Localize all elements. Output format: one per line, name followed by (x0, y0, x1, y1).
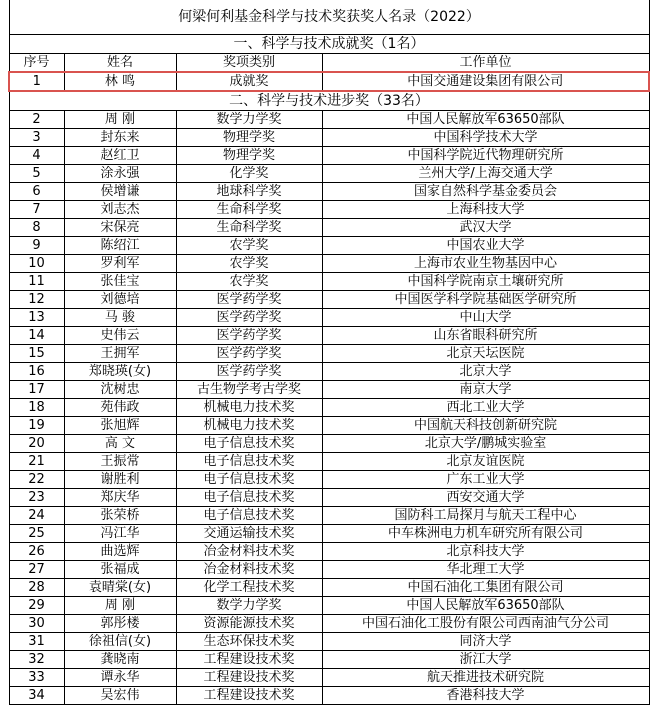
cell-name: 郑晓瑛(女) (64, 363, 176, 381)
section-heading: 二、科学与技术进步奖（33名） (9, 91, 649, 111)
award-sheet (8, 0, 648, 705)
cell-name: 侯增谦 (64, 183, 176, 201)
cell-name: 吴宏伟 (64, 687, 176, 705)
section-row (9, 91, 649, 111)
cell-index: 11 (9, 273, 64, 291)
table-row (9, 597, 649, 615)
table-row (9, 489, 649, 507)
cell-name: 封东来 (64, 129, 176, 147)
cell-category: 化学工程技术奖 (176, 579, 322, 597)
cell-name: 赵红卫 (64, 147, 176, 165)
cell-category: 生态环保技术奖 (176, 633, 322, 651)
cell-category: 冶金材料技术奖 (176, 561, 322, 579)
cell-index: 14 (9, 327, 64, 345)
table-row (9, 255, 649, 273)
highlighted-row (9, 72, 649, 91)
cell-category: 电子信息技术奖 (176, 435, 322, 453)
cell-name: 马 骏 (64, 309, 176, 327)
cell-index: 19 (9, 417, 64, 435)
cell-index: 3 (9, 129, 64, 147)
table-row (9, 453, 649, 471)
section-heading: 一、科学与技术成就奖（1名） (9, 35, 649, 54)
cell-affiliation: 北京大学/鹏城实验室 (322, 435, 649, 453)
table-row (9, 147, 649, 165)
cell-affiliation: 中国科学院近代物理研究所 (322, 147, 649, 165)
cell-affiliation: 国家自然科学基金委员会 (322, 183, 649, 201)
cell-name: 宋保亮 (64, 219, 176, 237)
cell-name: 谢胜利 (64, 471, 176, 489)
cell-affiliation: 西北工业大学 (322, 399, 649, 417)
cell-index: 2 (9, 111, 64, 129)
cell-affiliation: 北京友谊医院 (322, 453, 649, 471)
cell-category: 工程建设技术奖 (176, 669, 322, 687)
cell-name: 冯江华 (64, 525, 176, 543)
table-row (9, 579, 649, 597)
cell-affiliation: 西安交通大学 (322, 489, 649, 507)
cell-category: 机械电力技术奖 (176, 399, 322, 417)
header-category: 奖项类别 (176, 54, 322, 73)
cell-category: 电子信息技术奖 (176, 489, 322, 507)
cell-affiliation: 国防科工局探月与航天工程中心 (322, 507, 649, 525)
title-row (9, 0, 649, 35)
cell-category: 农学奖 (176, 237, 322, 255)
cell-index: 26 (9, 543, 64, 561)
cell-name: 刘德培 (64, 291, 176, 309)
table-row (9, 219, 649, 237)
cell-category: 医学药学奖 (176, 363, 322, 381)
table-row (9, 687, 649, 705)
table-row (9, 309, 649, 327)
cell-affiliation: 兰州大学/上海交通大学 (322, 165, 649, 183)
table-row (9, 435, 649, 453)
cell-affiliation: 香港科技大学 (322, 687, 649, 705)
section-row (9, 35, 649, 54)
cell-affiliation: 中国航天科技创新研究院 (322, 417, 649, 435)
cell-category: 生命科学奖 (176, 201, 322, 219)
cell-affiliation: 浙江大学 (322, 651, 649, 669)
cell-name: 张旭辉 (64, 417, 176, 435)
sheet-title: 何梁何利基金科学与技术奖获奖人名录（2022） (9, 0, 649, 35)
table-row (9, 633, 649, 651)
cell-index: 21 (9, 453, 64, 471)
cell-name: 林 鸣 (64, 72, 176, 91)
table-row (9, 201, 649, 219)
cell-category: 生命科学奖 (176, 219, 322, 237)
table-row (9, 291, 649, 309)
cell-category: 成就奖 (176, 72, 322, 91)
header-name: 姓名 (64, 54, 176, 73)
cell-affiliation: 中国石油化工股份有限公司西南油气分公司 (322, 615, 649, 633)
cell-name: 周 刚 (64, 597, 176, 615)
cell-name: 王振常 (64, 453, 176, 471)
cell-affiliation: 中国人民解放军63650部队 (322, 597, 649, 615)
cell-index: 15 (9, 345, 64, 363)
cell-affiliation: 中国农业大学 (322, 237, 649, 255)
cell-name: 张佳宝 (64, 273, 176, 291)
cell-category: 资源能源技术奖 (176, 615, 322, 633)
cell-index: 24 (9, 507, 64, 525)
cell-name: 张荣桥 (64, 507, 176, 525)
table-row (9, 363, 649, 381)
table-row (9, 525, 649, 543)
table-row (9, 471, 649, 489)
cell-affiliation: 中国科学院南京土壤研究所 (322, 273, 649, 291)
table-row (9, 651, 649, 669)
award-table (8, 0, 650, 705)
cell-index: 7 (9, 201, 64, 219)
cell-index: 34 (9, 687, 64, 705)
cell-category: 物理学奖 (176, 147, 322, 165)
cell-index: 1 (9, 72, 64, 91)
cell-affiliation: 上海科技大学 (322, 201, 649, 219)
cell-affiliation: 武汉大学 (322, 219, 649, 237)
cell-name: 谭永华 (64, 669, 176, 687)
cell-index: 33 (9, 669, 64, 687)
cell-category: 数学力学奖 (176, 597, 322, 615)
cell-affiliation: 上海市农业生物基因中心 (322, 255, 649, 273)
table-row (9, 669, 649, 687)
table-row (9, 273, 649, 291)
cell-affiliation: 北京科技大学 (322, 543, 649, 561)
cell-category: 化学奖 (176, 165, 322, 183)
table-row (9, 327, 649, 345)
cell-index: 10 (9, 255, 64, 273)
cell-category: 数学力学奖 (176, 111, 322, 129)
cell-category: 电子信息技术奖 (176, 453, 322, 471)
table-row (9, 615, 649, 633)
cell-index: 17 (9, 381, 64, 399)
cell-affiliation: 同济大学 (322, 633, 649, 651)
cell-affiliation: 北京大学 (322, 363, 649, 381)
cell-category: 工程建设技术奖 (176, 651, 322, 669)
cell-category: 电子信息技术奖 (176, 471, 322, 489)
cell-category: 机械电力技术奖 (176, 417, 322, 435)
cell-index: 20 (9, 435, 64, 453)
cell-name: 徐祖信(女) (64, 633, 176, 651)
cell-affiliation: 中国交通建设集团有限公司 (322, 72, 649, 91)
cell-name: 史伟云 (64, 327, 176, 345)
header-row (9, 54, 649, 73)
cell-affiliation: 华北理工大学 (322, 561, 649, 579)
cell-name: 郑庆华 (64, 489, 176, 507)
cell-name: 涂永强 (64, 165, 176, 183)
cell-name: 陈绍江 (64, 237, 176, 255)
cell-index: 30 (9, 615, 64, 633)
cell-affiliation: 中山大学 (322, 309, 649, 327)
cell-affiliation: 山东省眼科研究所 (322, 327, 649, 345)
cell-name: 苑伟政 (64, 399, 176, 417)
cell-affiliation: 广东工业大学 (322, 471, 649, 489)
cell-category: 物理学奖 (176, 129, 322, 147)
table-row (9, 417, 649, 435)
table-row (9, 237, 649, 255)
cell-affiliation: 北京天坛医院 (322, 345, 649, 363)
table-row (9, 381, 649, 399)
header-index: 序号 (9, 54, 64, 73)
table-row (9, 129, 649, 147)
cell-affiliation: 南京大学 (322, 381, 649, 399)
cell-index: 23 (9, 489, 64, 507)
cell-index: 32 (9, 651, 64, 669)
cell-category: 医学药学奖 (176, 291, 322, 309)
cell-category: 冶金材料技术奖 (176, 543, 322, 561)
table-row (9, 507, 649, 525)
cell-name: 沈树忠 (64, 381, 176, 399)
cell-affiliation: 中国医学科学院基础医学研究所 (322, 291, 649, 309)
table-row (9, 543, 649, 561)
cell-index: 28 (9, 579, 64, 597)
table-row (9, 111, 649, 129)
cell-index: 22 (9, 471, 64, 489)
cell-name: 张福成 (64, 561, 176, 579)
cell-index: 9 (9, 237, 64, 255)
table-row (9, 561, 649, 579)
cell-index: 16 (9, 363, 64, 381)
cell-category: 医学药学奖 (176, 345, 322, 363)
cell-category: 电子信息技术奖 (176, 507, 322, 525)
cell-name: 刘志杰 (64, 201, 176, 219)
cell-index: 27 (9, 561, 64, 579)
cell-category: 医学药学奖 (176, 309, 322, 327)
cell-index: 12 (9, 291, 64, 309)
cell-category: 农学奖 (176, 273, 322, 291)
award-table-body (9, 0, 649, 705)
cell-index: 18 (9, 399, 64, 417)
cell-category: 地球科学奖 (176, 183, 322, 201)
cell-name: 袁晴棠(女) (64, 579, 176, 597)
cell-name: 王拥军 (64, 345, 176, 363)
cell-index: 25 (9, 525, 64, 543)
table-row (9, 399, 649, 417)
table-row (9, 183, 649, 201)
cell-index: 29 (9, 597, 64, 615)
cell-name: 罗利军 (64, 255, 176, 273)
cell-index: 4 (9, 147, 64, 165)
cell-category: 工程建设技术奖 (176, 687, 322, 705)
cell-affiliation: 中国石油化工集团有限公司 (322, 579, 649, 597)
cell-affiliation: 中车株洲电力机车研究所有限公司 (322, 525, 649, 543)
cell-index: 6 (9, 183, 64, 201)
cell-affiliation: 航天推进技术研究院 (322, 669, 649, 687)
table-row (9, 165, 649, 183)
cell-category: 农学奖 (176, 255, 322, 273)
cell-index: 5 (9, 165, 64, 183)
cell-name: 高 文 (64, 435, 176, 453)
cell-index: 13 (9, 309, 64, 327)
cell-category: 交通运输技术奖 (176, 525, 322, 543)
cell-affiliation: 中国科学技术大学 (322, 129, 649, 147)
cell-index: 31 (9, 633, 64, 651)
cell-category: 医学药学奖 (176, 327, 322, 345)
cell-index: 8 (9, 219, 64, 237)
cell-name: 郭彤楼 (64, 615, 176, 633)
cell-category: 古生物学考古学奖 (176, 381, 322, 399)
cell-name: 周 刚 (64, 111, 176, 129)
cell-affiliation: 中国人民解放军63650部队 (322, 111, 649, 129)
cell-name: 龚晓南 (64, 651, 176, 669)
cell-name: 曲选辉 (64, 543, 176, 561)
header-affiliation: 工作单位 (322, 54, 649, 73)
table-row (9, 345, 649, 363)
